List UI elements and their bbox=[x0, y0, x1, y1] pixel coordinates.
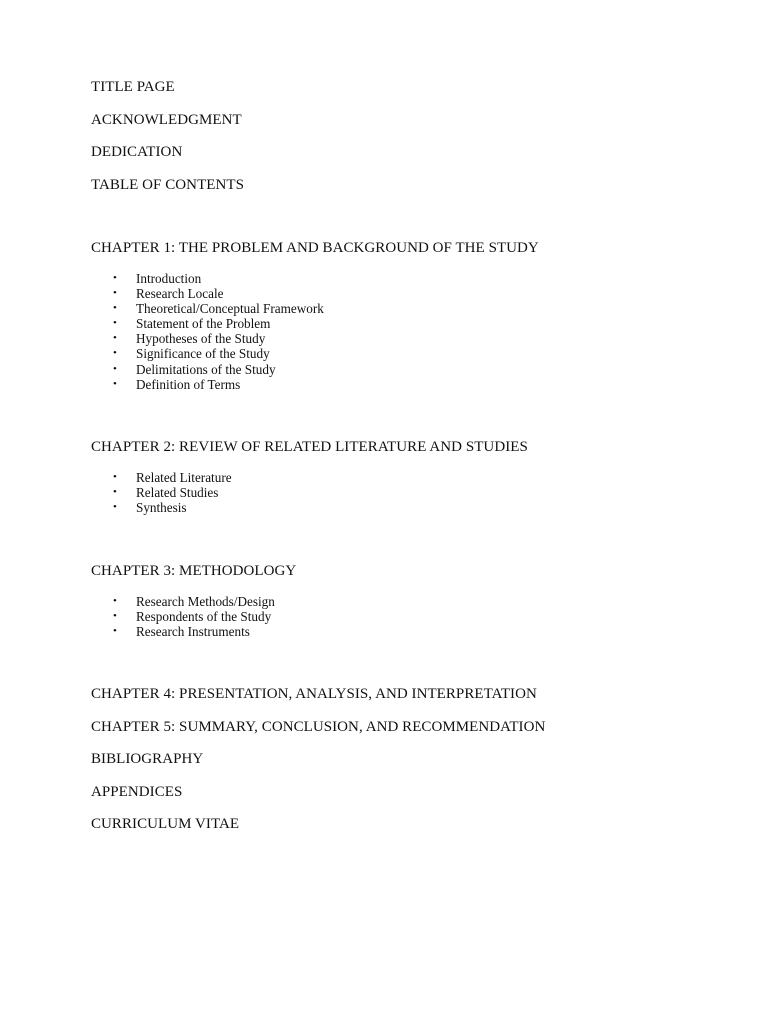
list-item bbox=[91, 346, 731, 361]
list-item bbox=[91, 485, 731, 500]
list-item-label: Theoretical/Conceptual Framework bbox=[136, 301, 324, 317]
bullet-icon: • bbox=[113, 317, 117, 330]
list-item-label: Related Literature bbox=[136, 470, 232, 486]
toc-entry-table-of-contents: TABLE OF CONTENTS bbox=[91, 176, 244, 193]
list-item bbox=[91, 594, 731, 609]
chapter-2-heading: CHAPTER 2: REVIEW OF RELATED LITERATURE AND STUDIES bbox=[91, 438, 528, 455]
bullet-icon: • bbox=[113, 272, 117, 284]
bullet-icon: • bbox=[113, 471, 117, 484]
chapter-5-heading: CHAPTER 5: SUMMARY, CONCLUSION, AND RECOMMENDATION bbox=[91, 718, 546, 735]
list-item-label: Statement of the Problem bbox=[136, 316, 271, 332]
bullet-icon: • bbox=[113, 302, 117, 315]
list-item-label: Significance of the Study bbox=[136, 346, 270, 362]
list-item-label: Introduction bbox=[136, 271, 202, 286]
toc-entry-bibliography: BIBLIOGRAPHY bbox=[91, 751, 204, 768]
list-item bbox=[91, 286, 731, 301]
chapter-4-heading: CHAPTER 4: PRESENTATION, ANALYSIS, AND INTERPRETATION bbox=[91, 686, 537, 703]
chapter-3-list bbox=[91, 594, 731, 639]
bullet-icon: • bbox=[113, 287, 117, 300]
list-item bbox=[91, 500, 731, 515]
chapter-2-list bbox=[91, 470, 731, 515]
bullet-icon: • bbox=[113, 362, 117, 375]
toc-entry-curriculum-vitae: CURRICULUM VITAE bbox=[91, 816, 240, 833]
list-item-label: Synthesis bbox=[136, 500, 187, 516]
bullet-icon: • bbox=[113, 347, 117, 360]
list-item bbox=[91, 362, 731, 377]
list-item-label: Hypotheses of the Study bbox=[136, 331, 266, 347]
toc-entry-appendices: APPENDICES bbox=[91, 783, 183, 800]
list-item-label: Delimitations of the Study bbox=[136, 361, 276, 377]
toc-entry-acknowledgment: ACKNOWLEDGMENT bbox=[91, 111, 242, 128]
list-item bbox=[91, 316, 731, 331]
bullet-icon: • bbox=[113, 332, 117, 345]
bullet-icon: • bbox=[113, 610, 117, 623]
list-item bbox=[91, 624, 731, 639]
chapter-3-heading: CHAPTER 3: METHODOLOGY bbox=[91, 562, 297, 579]
bullet-icon: • bbox=[113, 486, 117, 499]
list-item bbox=[91, 301, 731, 316]
chapter-1-list bbox=[91, 271, 731, 392]
list-item bbox=[91, 331, 731, 346]
bullet-icon: • bbox=[113, 501, 117, 514]
bullet-icon: • bbox=[113, 625, 117, 638]
list-item-label: Respondents of the Study bbox=[136, 609, 272, 625]
list-item bbox=[91, 377, 731, 392]
bullet-icon: • bbox=[113, 595, 117, 608]
bullet-icon: • bbox=[113, 377, 117, 390]
list-item-label: Related Studies bbox=[136, 485, 219, 501]
chapter-1-heading: CHAPTER 1: THE PROBLEM AND BACKGROUND OF THE STUDY bbox=[91, 239, 539, 256]
list-item-label: Research Instruments bbox=[136, 624, 250, 640]
toc-entry-dedication: DEDICATION bbox=[91, 144, 183, 160]
list-item-label: Research Locale bbox=[136, 286, 224, 302]
list-item-label: Definition of Terms bbox=[136, 376, 241, 392]
list-item bbox=[91, 609, 731, 624]
document-page bbox=[91, 78, 731, 848]
toc-entry-title-page: TITLE PAGE bbox=[91, 79, 175, 95]
list-item bbox=[91, 271, 731, 286]
list-item bbox=[91, 470, 731, 485]
list-item-label: Research Methods/Design bbox=[136, 594, 275, 610]
